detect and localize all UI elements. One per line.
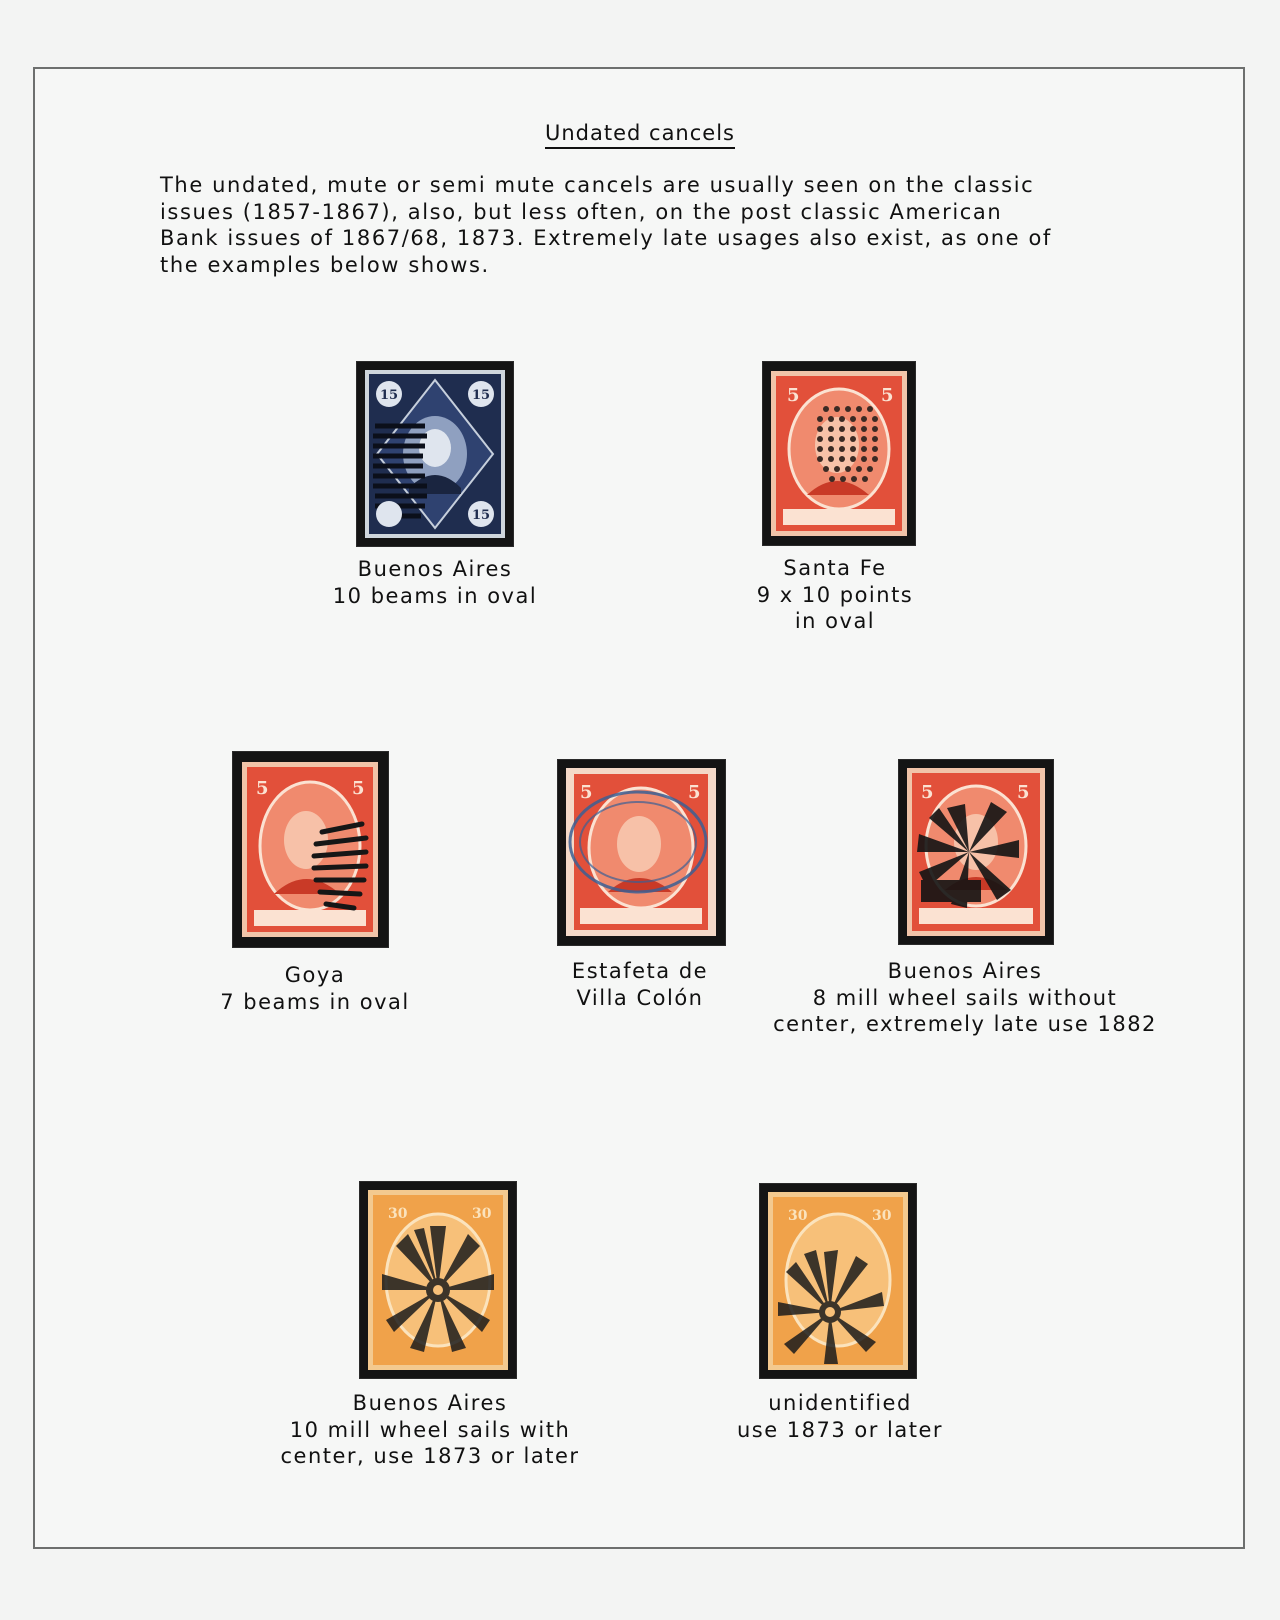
- stamp-goya-7-beams: [233, 752, 388, 947]
- stamp-santa-fe-points: [763, 362, 915, 545]
- intro-line: issues (1857-1867), also, but less often, on the post classic American: [160, 199, 1003, 224]
- svg-text:5: 5: [787, 385, 800, 406]
- intro-line: Bank issues of 1867/68, 1873. Extremely late usages also exist, as one of: [160, 226, 1052, 250]
- stamp-image: [242, 762, 378, 937]
- stamp-image: [365, 370, 505, 538]
- intro-line: The undated, mute or semi mute cancels are usually seen on the classic: [160, 173, 1035, 197]
- intro-line: the examples below shows.: [160, 252, 490, 277]
- svg-text:15: 15: [379, 388, 399, 403]
- svg-text:5: 5: [881, 385, 894, 406]
- svg-text:30: 30: [472, 1206, 492, 1222]
- stamp-estafeta-villa-colon: [558, 760, 725, 945]
- svg-text:30: 30: [788, 1208, 808, 1224]
- page-title: Undated cancels: [0, 121, 1280, 145]
- intro-paragraph: [160, 172, 1120, 278]
- stamp-buenos-aires-10-beams: [357, 362, 513, 546]
- svg-text:5: 5: [1017, 782, 1030, 803]
- stamp-caption: unidentified use 1873 or later: [736, 1391, 944, 1442]
- stamp-caption: Goya 7 beams in oval: [220, 963, 410, 1014]
- stamp-caption: Santa Fe 9 x 10 points in oval: [756, 556, 914, 633]
- svg-text:30: 30: [388, 1206, 408, 1222]
- stamp-caption: Estafeta de Villa Colón: [571, 959, 709, 1010]
- svg-text:15: 15: [471, 508, 491, 523]
- stamp-caption: Buenos Aires 10 beams in oval: [332, 557, 538, 608]
- svg-text:30: 30: [872, 1208, 892, 1224]
- stamp-image: [768, 1192, 908, 1370]
- svg-text:5: 5: [580, 782, 593, 803]
- stamp-buenos-aires-10-mill-wheel: [360, 1182, 516, 1378]
- stamp-unidentified: [760, 1184, 916, 1378]
- svg-text:5: 5: [256, 778, 269, 799]
- stamp-caption: Buenos Aires 8 mill wheel sails without center, extremely late use 1882: [773, 959, 1157, 1036]
- stamp-image: [566, 768, 716, 936]
- svg-text:15: 15: [471, 388, 491, 403]
- stamp-caption: Buenos Aires 10 mill wheel sails with center, use 1873 or later: [280, 1391, 580, 1468]
- svg-text:5: 5: [352, 778, 365, 799]
- svg-text:5: 5: [921, 782, 934, 803]
- stamp-image: [368, 1190, 508, 1370]
- stamp-image: [771, 371, 907, 536]
- svg-text:5: 5: [688, 782, 701, 803]
- stamp-image: [907, 768, 1045, 936]
- stamp-buenos-aires-8-mill-wheel: [899, 760, 1053, 944]
